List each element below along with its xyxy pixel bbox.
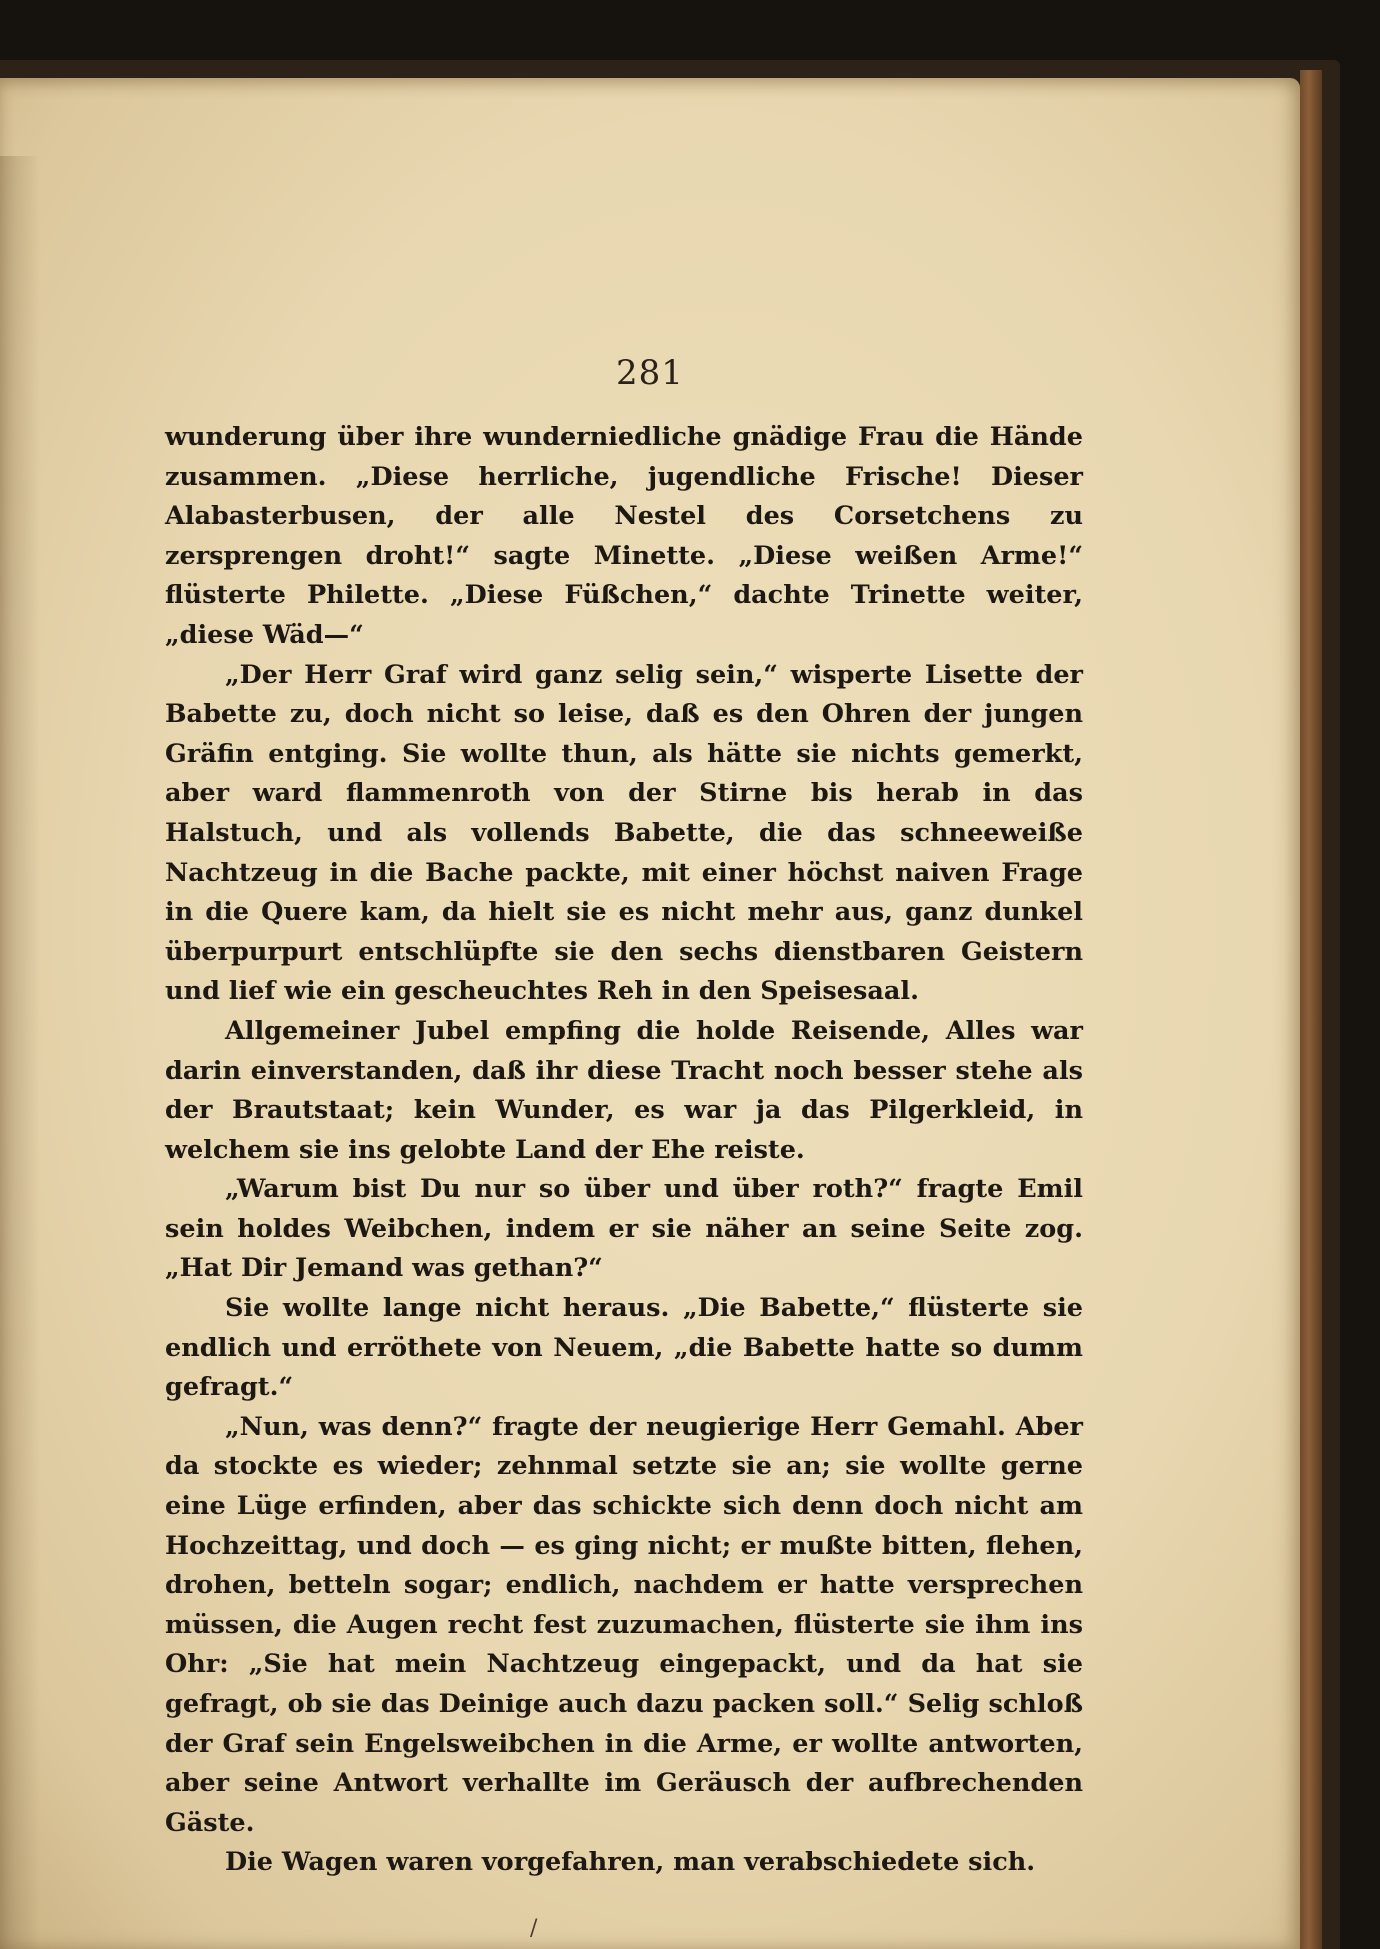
page-number: 281 [616, 353, 684, 393]
book-edge [1300, 70, 1322, 1949]
paragraph: Die Wagen waren vorgefahren, man verabschiedete sich. [225, 1847, 1036, 1878]
paragraph: Sie wollte lange nicht heraus. „Die Babette,“ flüsterte sie endlich und erröthete von Neuem, „die Babette hatte so dumm gefragt.“ [165, 1293, 1083, 1403]
body-text [165, 418, 1083, 1883]
book-page [0, 78, 1300, 1949]
bottom-mark: / [530, 1916, 538, 1941]
paragraph: „Der Herr Graf wird ganz selig sein,“ wisperte Lisette der Babette zu, doch nicht so leise, daß es den Ohren der jungen Gräfin entging. Sie wollte thun, als hätte sie nichts gemerkt, aber ward flammenroth von der Stirne bis herab in das Halstuch, und als vollends Babette, die das schneeweiße Nachtzeug in die Bache packte, mit einer höchst naiven Frage in die Quere kam, da hielt sie es nicht mehr aus, ganz dunkel überpurpurt entschlüpfte sie den sechs dienstbaren Geistern und lief wie ein gescheuchtes Reh in den Speisesaal. [165, 659, 1083, 1007]
paragraph: wunderung über ihre wunderniedliche gnädige Frau die Hände zusammen. „Diese herrliche, jugendliche Frische! Dieser Alabasterbusen, der alle Nestel des Corsetchens zu zersprengen droht!“ sagte Minette. „Diese weißen Arme!“ flüsterte Philette. „Diese Füßchen,“ dachte Trinette weiter, „diese Wäd—“ [165, 422, 1083, 650]
paragraph: Allgemeiner Jubel empfing die holde Reisende, Alles war darin einverstanden, daß ihr diese Tracht noch besser stehe als der Brautstaat; kein Wunder, es war ja das Pilgerkleid, in welchem sie ins gelobte Land der Ehe reiste. [165, 1015, 1083, 1165]
page-gutter [0, 156, 40, 1949]
paragraph: „Nun, was denn?“ fragte der neugierige Herr Gemahl. Aber da stockte es wieder; zehnmal setzte sie an; sie wollte gerne eine Lüge erfinden, aber das schickte sich denn doch nicht am Hochzeittag, und doch — es ging nicht; er mußte bitten, flehen, drohen, betteln sogar; endlich, nachdem er hatte versprechen müssen, die Augen recht fest zuzumachen, flüsterte sie ihm ins Ohr: „Sie hat mein Nachtzeug eingepackt, und da hat sie gefragt, ob sie das Deinige auch dazu packen soll.“ Selig schloß der Graf sein Engelsweibchen in die Arme, er wollte antworten, aber seine Antwort verhallte im Geräusch der aufbrechenden Gäste. [165, 1411, 1083, 1838]
paragraph: „Warum bist Du nur so über und über roth?“ fragte Emil sein holdes Weibchen, indem er sie näher an seine Seite zog. „Hat Dir Jemand was gethan?“ [165, 1174, 1083, 1284]
